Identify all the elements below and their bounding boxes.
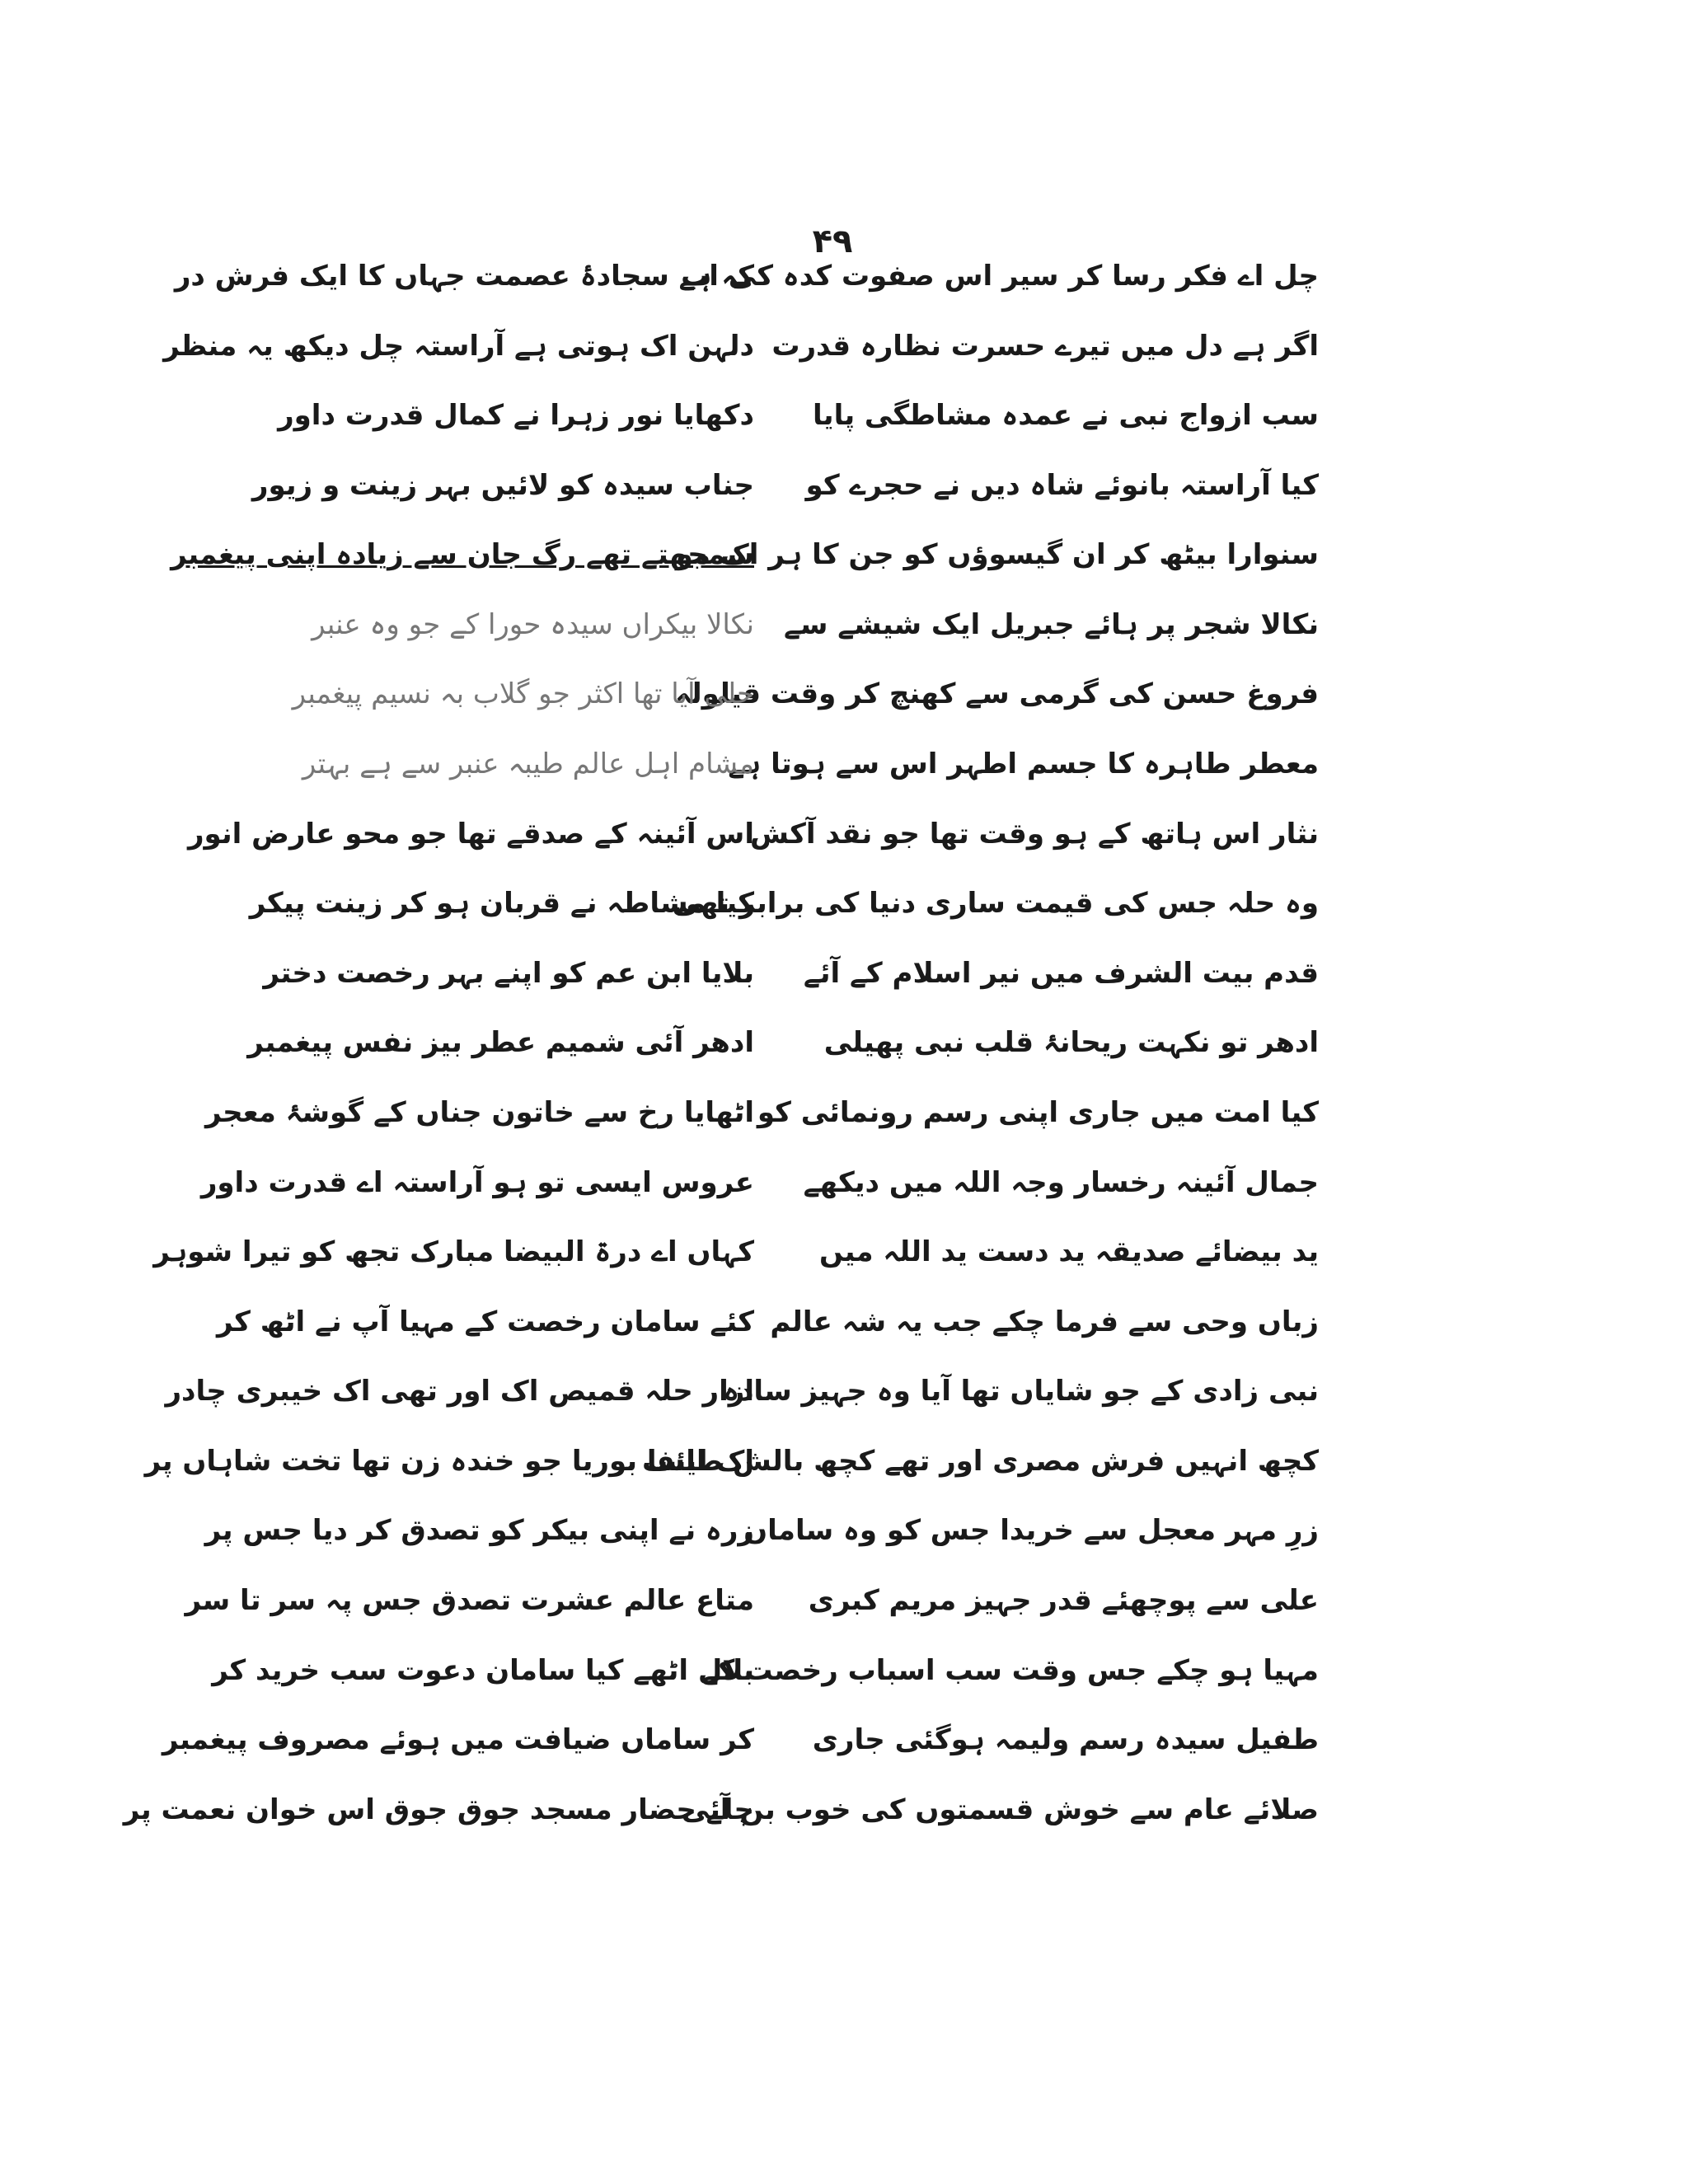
verse-line: ازار حلہ قمیص اک اور تھی اک خیبری چادر [165, 1375, 754, 1408]
verse-line: کیا امت میں جاری اپنی رسم رونمائی کو [757, 1095, 1319, 1129]
verse-line: کہاں اے درۃ البیضا مبارک تجھ کو تیرا شوہر [153, 1235, 754, 1269]
verse-line: چلے حضار مسجد جوق جوق اس خوان نعمت پر [123, 1793, 754, 1826]
verse-line: دکھایا نور زہرا نے کمال قدرت داور [278, 399, 754, 433]
verse-line: معطر طاہرہ کا جسم اطہر اس سے ہوتا ہے [728, 748, 1319, 781]
verse-line: نبی زادی کے جو شایاں تھا آیا وہ جہیز سادہ [723, 1375, 1319, 1408]
verse-line: نکالا شجر پر ہائے جبریل ایک شیشے سے [784, 607, 1319, 641]
verse-line: جمال آئینہ رخسار وجہ اللہ میں دیکھے [803, 1165, 1319, 1199]
verse-line: مہیا ہو چکے جس وقت سب اسباب رخصت کے [701, 1653, 1319, 1687]
right-column [642, 251, 1319, 1838]
verse-line: کیا مشاطہ نے قربان ہو کر زینت پیکر [249, 887, 754, 921]
verse-line: بلایا ابن عم کو اپنے بہر رخصت دختر [263, 956, 754, 990]
verse-line: صلائے عام سے خوش قسمتوں کی خوب بن آئی [681, 1793, 1319, 1826]
verse-line: نکالا بیکراں سیدہ حورا کے جو وہ عنبر [312, 607, 754, 641]
verse-line: سنوارا بیٹھ کر ان گیسوؤں کو جن کا ہر اک مو [675, 538, 1319, 572]
verse-line: نثار اس ہاتھ کے ہو وقت تھا جو نقد آکش [750, 817, 1319, 851]
verse-line: دلہن اک ہوتی ہے آراستہ چل دیکھ یہ منظر [163, 329, 754, 363]
verse-line: جناب سیدہ کو لائیں بہر زینت و زیور [251, 468, 754, 502]
verse-line: سب ازواج نبی نے عمدہ مشاطگی پایا [813, 399, 1319, 433]
verse-line: علی سے پوچھئے قدر جہیز مریم کبری [808, 1583, 1319, 1617]
verse-line: بلال اٹھے کیا سامان دعوت سب خرید کر [212, 1653, 754, 1687]
verse-line: عروس ایسی تو ہو آراستہ اے قدرت داور [200, 1165, 754, 1199]
verse-line: اٹھایا رخ سے خاتون جناں کے گوشۂ معجر [204, 1095, 754, 1129]
verse-line: کیا آراستہ بانوئے شاہ دیں نے حجرے کو [805, 468, 1319, 502]
verse-line: زرِ مہر معجل سے خریدا جس کو وہ ساماں [743, 1514, 1319, 1548]
verse-line: وہ حلہ جس کی قیمت ساری دنیا کی برابر تھی [672, 887, 1319, 921]
left-column [123, 251, 754, 1838]
verse-line: اک ایسا بوریا جو خندہ زن تھا تخت شاہاں پر [144, 1444, 754, 1478]
page-number: ۴۹ [812, 223, 853, 260]
verse-line: ادھر تو نکہت ریحانۂ قلب نبی پھیلی [823, 1026, 1319, 1060]
verse-line: زرہ نے اپنی بیکر کو تصدق کر دیا جس پر [204, 1514, 754, 1548]
verse-line: کر ساماں ضیافت میں ہوئے مصروف پیغمبر [162, 1723, 754, 1757]
verse-line: سمجھتے تھے رگ جان سے زیادہ اپنی پیغمبر [171, 538, 754, 572]
verse-line: فروغ حسن کی گرمی سے کھنچ کر وقت قیلولہ [674, 677, 1319, 711]
verse-line: قدم بیت الشرف میں نیر اسلام کے آئے [803, 956, 1319, 990]
verse-line: مشام اہل عالم طیبہ عنبر سے ہے بہتر [302, 748, 754, 781]
verse-line: ید بیضائے صدیقہ ید دست ید اللہ میں [819, 1235, 1319, 1269]
verse-line: اس آئینہ کے صدقے تھا جو محو عارض انور [187, 817, 754, 851]
verse-line: کچھ انہیں فرش مصری اور تھے کچھ بالش طائف [642, 1444, 1319, 1478]
verse-line: حلی آیا تھا اکثر جو گلاب بہ نسیم پیغمبر [292, 677, 754, 711]
verse-line: طفیل سیدہ رسم ولیمہ ہوگئی جاری [812, 1723, 1319, 1757]
verse-line: کئے سامان رخصت کے مہیا آپ نے اٹھ کر [217, 1305, 754, 1338]
verse-line: متاع عالم عشرت تصدق جس پہ سر تا سر [185, 1583, 754, 1617]
verse-line: ادھر آئی شمیم عطر بیز نفس پیغمبر [247, 1026, 754, 1060]
verse-line: اگر ہے دل میں تیرے حسرت نظارہ قدرت [771, 329, 1319, 363]
verse-line: کہ ہے سجادۂ عصمت جہاں کا ایک فرش در [174, 260, 754, 293]
verse-line: چل اے فکر رسا کر سیر اس صفوت کدہ کی اب [681, 260, 1319, 293]
verse-line: زباں وحی سے فرما چکے جب یہ شہ عالم [770, 1305, 1319, 1338]
